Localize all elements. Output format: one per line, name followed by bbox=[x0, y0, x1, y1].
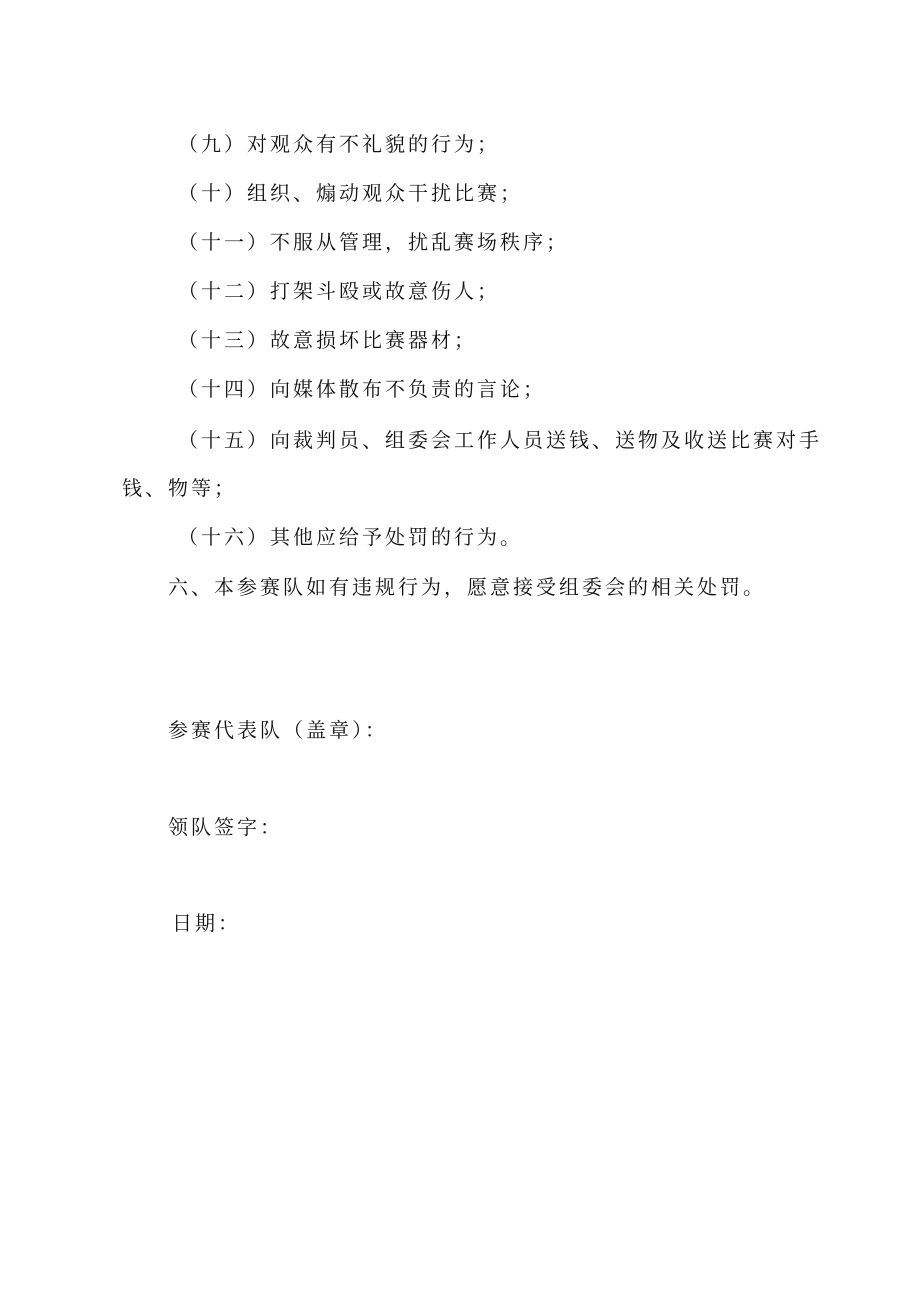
item-11: （十一）不服从管理，扰乱赛场秩序； bbox=[178, 230, 569, 254]
item-16: （十六）其他应给予处罚的行为。 bbox=[178, 525, 523, 549]
item-9: （九）对观众有不礼貌的行为； bbox=[178, 132, 500, 156]
item-12: （十二）打架斗殴或故意伤人； bbox=[178, 279, 500, 303]
item-13: （十三）故意损坏比赛器材； bbox=[178, 328, 477, 352]
item-10: （十）组织、煽动观众干扰比赛； bbox=[178, 181, 523, 205]
team-seal-label: 参赛代表队（盖章）： bbox=[168, 718, 388, 742]
item-15: （十五）向裁判员、组委会工作人员送钱、送物及收送比赛对手 bbox=[178, 428, 822, 452]
clause-six: 六、本参赛队如有违规行为，愿意接受组委会的相关处罚。 bbox=[168, 575, 766, 599]
item-15-continued: 钱、物等； bbox=[122, 476, 237, 500]
date-label: 日期： bbox=[172, 911, 241, 935]
leader-signature-label: 领队签字： bbox=[168, 815, 283, 839]
item-14: （十四）向媒体散布不负责的言论； bbox=[178, 377, 546, 401]
